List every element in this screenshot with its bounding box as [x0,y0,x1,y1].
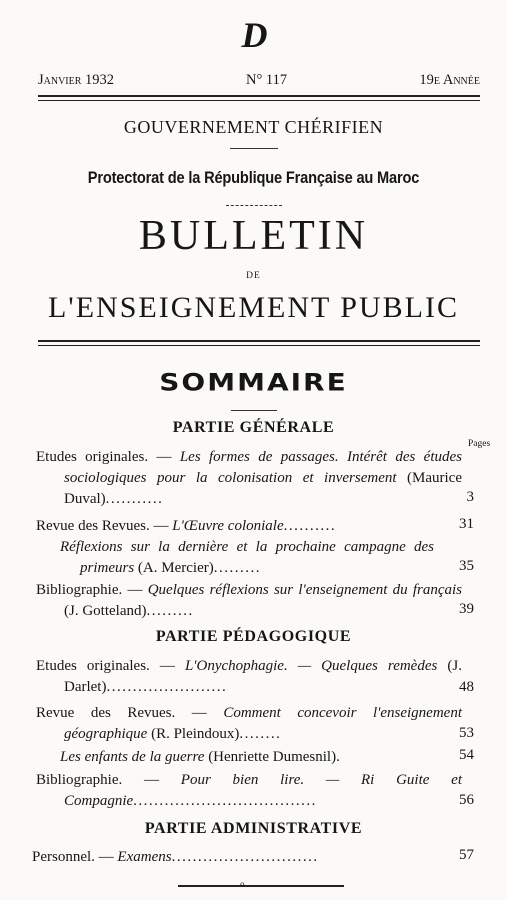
entry-page: 56 [459,792,474,808]
entry-author: (R. Pleindoux) [147,726,240,742]
entry-title: Les formes de passages. Intérêt des études sociologiques pour la colonisation et inversement [64,449,463,486]
entry-page: 53 [459,725,474,741]
entry-title: Quelques réflexions sur l'enseignement du français [147,582,462,598]
entry-page: 54 [459,747,474,763]
toc-entry: Etudes originales. — Les formes de passages. Intérêt des études sociologiques pour la colonisation et inversement (Maurice Duval)........... [36,449,463,507]
issue-number: N° 117 [246,72,288,88]
entry-author: (Henriette Dumesnil) [204,749,337,765]
protectorate-line: Protectorat de la République Française au Maroc [87,168,420,187]
entry-page: 39 [459,601,474,617]
toc-entry: Etudes originales. — L'Onychophagie. — Quelques remèdes (J. Darlet)....................... [36,658,462,695]
entry-title: Comment concevoir l'enseignement géographique [64,705,462,742]
toc-entry: Bibliographie. — Quelques réflexions sur l'enseignement du français (J. Gotteland)......... [36,582,462,619]
masthead-rule [38,340,480,346]
entry-rubric: Bibliographie. [36,582,123,598]
summary-heading: SOMMAIRE [159,368,348,397]
entry-page: 35 [459,558,474,574]
government-line: GOUVERNEMENT CHÉRIFIEN [123,117,384,137]
header-rule [38,95,480,101]
issue-year: 19e Année [419,72,480,88]
entry-title: Pour bien lire. — Ri Guite et Compagnie [64,772,463,809]
bulletin-title: BULLETIN [138,213,369,259]
issue-date: Janvier 1932 [38,72,115,88]
entry-title: L'Onychophagie. — Quelques remèdes [184,658,438,674]
entry-author: (J. Darlet) [64,658,462,695]
section-title: PARTIE PÉDAGOGIQUE [155,628,352,645]
entry-title: L'Œuvre coloniale [172,518,284,534]
entry-author: (J. Gotteland) [64,603,147,619]
entry-rubric: Etudes originales. [36,658,150,674]
section-title: PARTIE GÉNÉRALE [172,419,335,436]
toc-entry: Personnel. — Examens............................ [32,849,319,865]
entry-page: 57 [459,847,474,863]
toc-entry: Réflexions sur la dernière et la prochaine campagne des primeurs (A. Mercier)......... [60,539,434,576]
toc-entry: Revue des Revues. — Comment concevoir l'enseignement géographique (R. Pleindoux)........ [36,705,462,742]
closing-ornament-rule [178,885,344,887]
title-ornament-letter: D [241,15,266,55]
entry-page: 48 [459,679,474,695]
entry-rubric: Etudes originales. [36,449,149,465]
short-divider [226,205,282,206]
pages-column-label: Pages [468,439,491,449]
entry-rubric: Revue des Revues. [36,705,176,721]
entry-author: (A. Mercier) [134,560,214,576]
entry-rubric: Bibliographie. [36,772,123,788]
bulletin-subtitle: L'ENSEIGNEMENT PUBLIC [47,291,459,324]
toc-entry: Revue des Revues. — L'Œuvre coloniale.......... [36,518,337,534]
entry-title: Les enfants de la guerre [60,749,205,765]
entry-title: Réflexions sur la dernière et la prochaine campagne des primeurs [60,539,434,576]
entry-page: 3 [466,489,474,505]
title-connector: DE [246,271,261,281]
section-title: PARTIE ADMINISTRATIVE [144,820,363,837]
issue-info-row [38,72,480,94]
entry-rubric: Personnel. [32,849,95,865]
closing-ornament-circle: o [240,879,245,889]
entry-page: 31 [459,516,474,532]
entry-title: Examens [117,849,172,865]
short-divider [230,148,278,149]
toc-entry: Les enfants de la guerre (Henriette Dumesnil). [60,749,342,765]
entry-author: (Maurice Duval) [64,470,462,507]
toc-entry: Bibliographie. — Pour bien lire. — Ri Guite et Compagnie................................... [36,772,463,809]
short-divider [231,410,277,411]
entry-rubric: Revue des Revues. [36,518,150,534]
